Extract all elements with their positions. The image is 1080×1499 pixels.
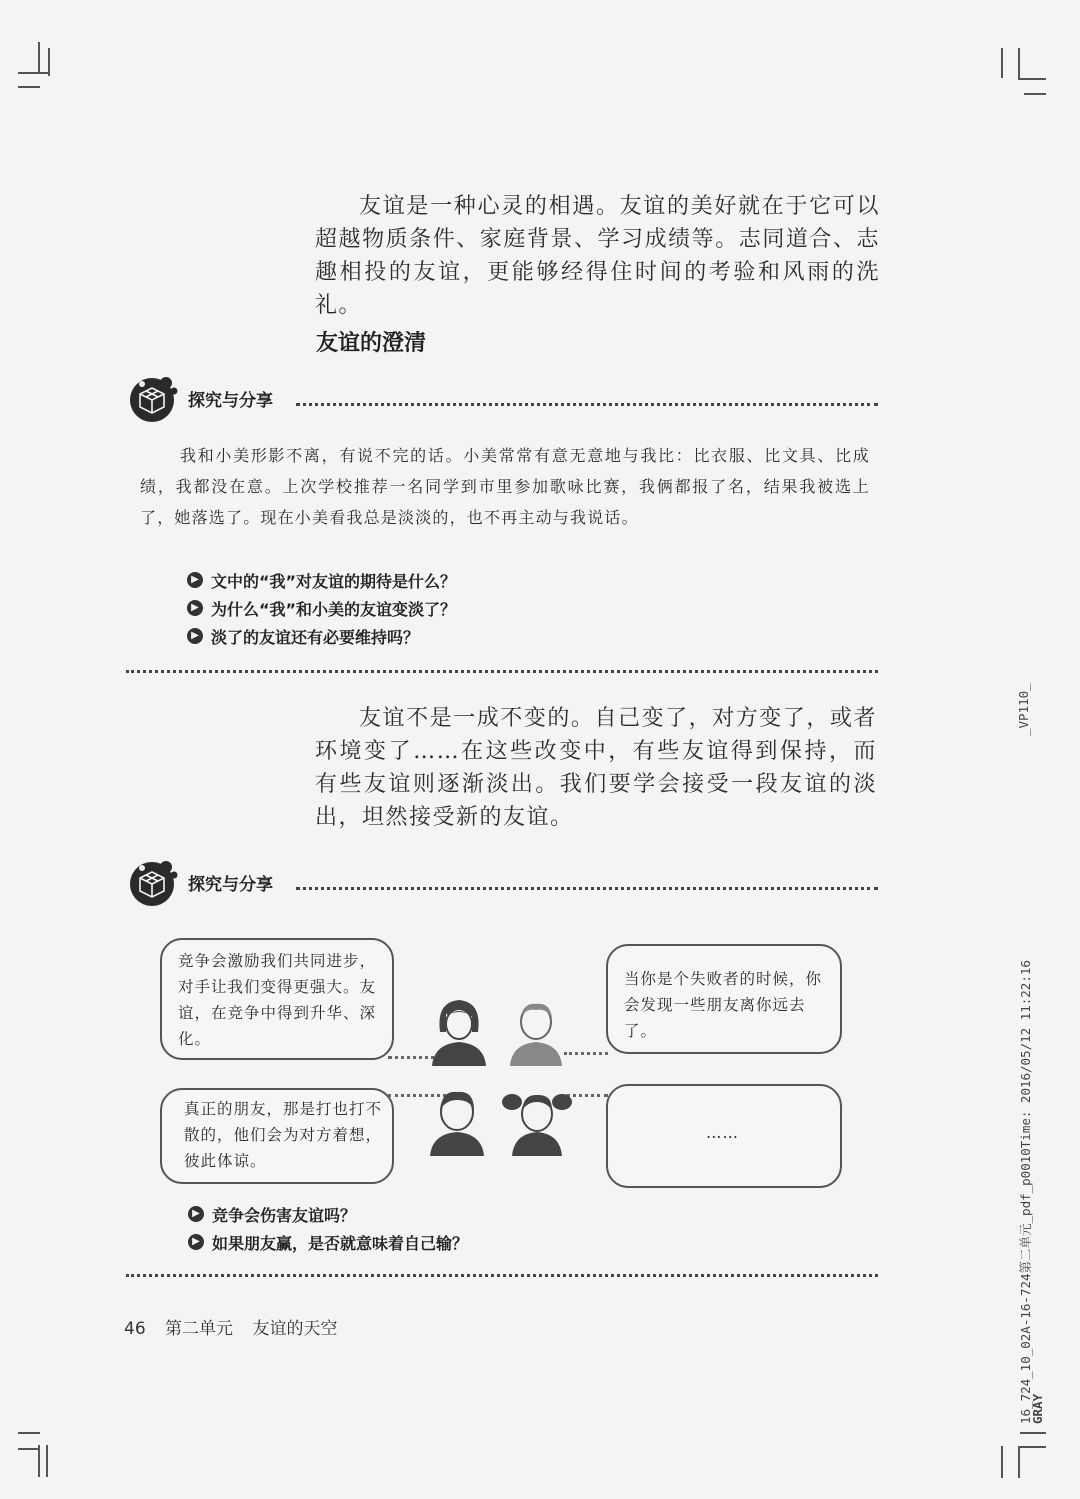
crop-mark (1020, 1432, 1046, 1434)
explore-share-header-1 (128, 374, 878, 424)
explore-emblem-icon (128, 858, 180, 908)
question-item (188, 1202, 356, 1226)
explore-share-header-2 (128, 858, 878, 908)
crop-mark (18, 1432, 40, 1434)
unit-label: 第二单元 (165, 1319, 234, 1339)
question-text: 淡了的友谊还有必要维持吗？ (211, 627, 420, 647)
pigtail-girl-person-icon (500, 1086, 574, 1158)
side-mark-top: _VP110_ (1016, 683, 1031, 736)
question-item (187, 624, 419, 648)
crop-mark (18, 1448, 40, 1450)
dotted-rule (126, 1274, 878, 1277)
explore-share-title: 探究与分享 (188, 875, 273, 895)
crop-mark (1001, 48, 1003, 78)
side-mark-bottom: 16_724_10_02A-16-724第二单元_pdf_p0010Time: 2016/05/12 11:22:16 (1018, 960, 1033, 1424)
question-text: 文中的“我”对友谊的期待是什么？ (211, 571, 457, 591)
crop-mark (48, 48, 50, 76)
side-mark-gray: GRAY (1030, 1393, 1045, 1424)
dotted-rule (296, 887, 878, 890)
boy-person-icon (506, 996, 566, 1068)
crop-mark (38, 1445, 40, 1477)
question-text: 竞争会伤害友谊吗？ (212, 1205, 357, 1225)
section-heading: 友谊的澄清 (316, 331, 427, 356)
crop-mark (1018, 1446, 1046, 1448)
bubble-connector (564, 1052, 608, 1055)
explore-emblem-icon (128, 374, 180, 424)
bubble-text: 竞争会激励我们共同进步，对手让我们变得更强大。友谊，在竞争中得到升华、深化。 (178, 952, 377, 1048)
story-text: 我和小美形影不离，有说不完的话。小美常常有意无意地与我比：比衣服、比文具、比成绩，我都没在意。上次学校推荐一名同学到市里参加歌咏比赛，我俩都报了名，结果我被选上了，她落选了。现在小美看我总是淡淡的，也不再主动与我说话。 (140, 446, 870, 527)
crop-mark (38, 42, 40, 72)
arrow-bullet-icon: ▶ (187, 628, 203, 644)
crop-mark (1018, 78, 1046, 80)
arrow-bullet-icon: ▶ (188, 1206, 204, 1222)
dotted-rule (296, 403, 878, 406)
speech-bubble-top-left (160, 938, 394, 1060)
explore-share-title: 探究与分享 (188, 391, 273, 411)
speech-bubble-top-right (606, 944, 842, 1054)
arrow-bullet-icon: ▶ (188, 1234, 204, 1250)
bubble-text: 真正的朋友，那是打也打不散的，他们会为对方着想，彼此体谅。 (184, 1100, 383, 1170)
crop-mark (1024, 93, 1046, 95)
arrow-bullet-icon: ▶ (187, 572, 203, 588)
crop-mark (46, 1445, 48, 1477)
question-item (187, 596, 456, 620)
speech-bubble-bottom-right (606, 1084, 842, 1188)
crop-mark (18, 86, 40, 88)
question-text: 如果朋友赢，是否就意味着自己输？ (212, 1233, 469, 1253)
unit-title: 友谊的天空 (252, 1319, 338, 1339)
crop-mark (1018, 48, 1020, 78)
question-text: 为什么“我”和小美的友谊变淡了？ (211, 599, 457, 619)
change-paragraph: 友谊不是一成不变的。自己变了，对方变了，或者环境变了……在这些改变中，有些友谊得到保持，而有些友谊则逐渐淡出。我们要学会接受一段友谊的淡出，坦然接受新的友谊。 (315, 706, 877, 830)
speech-bubble-bottom-left (160, 1088, 394, 1184)
dotted-rule (126, 670, 878, 673)
intro-paragraph: 友谊是一种心灵的相遇。友谊的美好就在于它可以超越物质条件、家庭背景、学习成绩等。志同道合、志趣相投的友谊，更能够经得住时间的考验和风雨的洗礼。 (315, 194, 880, 318)
question-item (188, 1230, 468, 1254)
girl-person-icon (428, 996, 490, 1068)
question-item (187, 568, 456, 592)
arrow-bullet-icon: ▶ (187, 600, 203, 616)
boy-person-icon (426, 1086, 488, 1158)
crop-mark (1018, 1446, 1020, 1478)
bubble-text: 当你是个失败者的时候，你会发现一些朋友离你远去了。 (624, 970, 823, 1040)
bubble-text: …… (706, 1124, 739, 1142)
crop-mark (1001, 1446, 1003, 1478)
page-footer (124, 1314, 351, 1339)
crop-mark (18, 72, 48, 74)
page-number: 46 (124, 1319, 146, 1339)
